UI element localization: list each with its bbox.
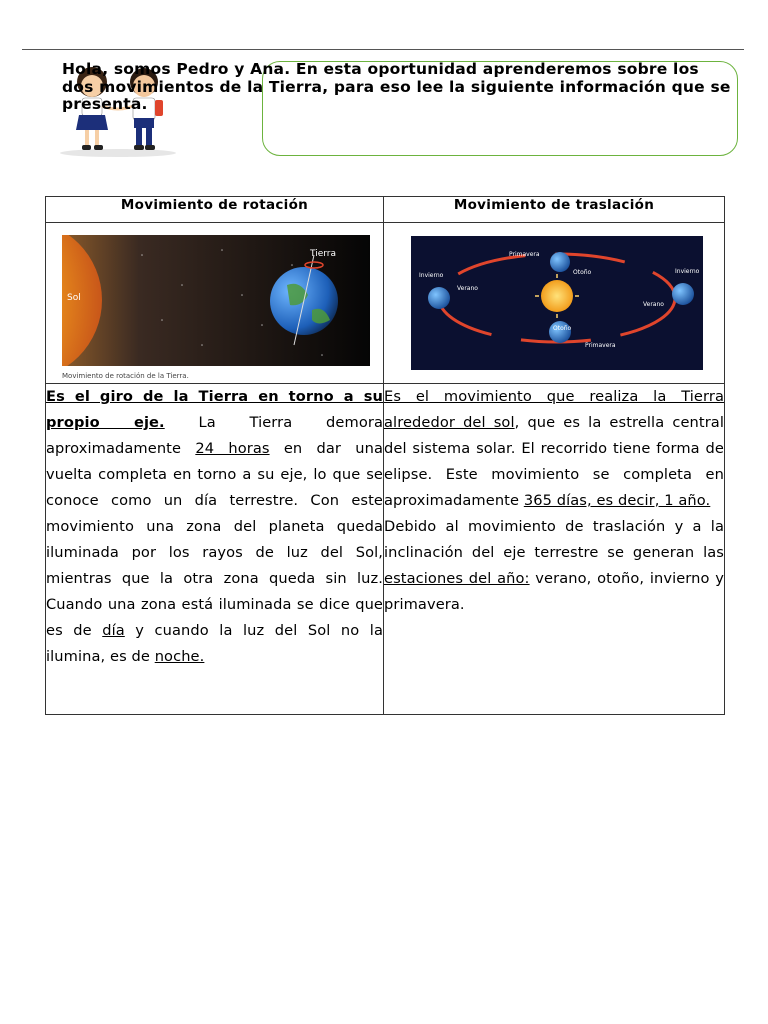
rotation-caption: Movimiento de rotación de la Tierra. [62, 372, 189, 380]
label-verano-left: Verano [457, 285, 478, 292]
translation-image [411, 236, 703, 370]
movements-table [45, 196, 725, 715]
label-otono-bottom: Otoño [553, 325, 572, 332]
header-translation: Movimiento de traslación [384, 197, 725, 223]
label-invierno-right: Invierno [675, 268, 700, 275]
label-otono-top: Otoño [573, 269, 592, 276]
label-verano-right: Verano [643, 301, 664, 308]
rotation-duration: 24 horas [195, 440, 270, 457]
translation-text-cell [384, 384, 725, 715]
intro-text: Hola, somos Pedro y Ana. En esta oportunidad aprenderemos sobre los dos movimientos de la Tierra, para eso lee la siguiente información que se presenta. [62, 60, 731, 113]
header-rotation: Movimiento de rotación [46, 197, 384, 223]
label-primavera-top: Primavera [509, 251, 540, 258]
rotation-definition: Es el giro de la Tierra en torno a su propio eje. [46, 388, 383, 431]
label-invierno-left: Invierno [419, 272, 444, 279]
sun-label: Sol [67, 293, 81, 303]
day-term: día [102, 622, 125, 639]
rotation-image-cell [46, 223, 384, 384]
earth-label: Tierra [310, 249, 337, 259]
night-term: noche. [154, 648, 205, 665]
rotation-paragraph-2: ilumina, es de noche. [46, 648, 205, 665]
rotation-image [62, 235, 370, 366]
translation-image-cell [384, 223, 725, 384]
rotation-text-cell [46, 384, 384, 715]
translation-paragraph-1: Es el movimiento que realiza la Tierra alrededor del sol, que es la estrella central del sistema solar. El recorrido tiene forma de elipse. Este movimiento se completa en aproximadamente 365 días, es decir, 1 año. [384, 388, 724, 509]
translation-duration: 365 días, es decir, 1 año. [523, 492, 711, 509]
translation-paragraph-2: Debido al movimiento de traslación y a la inclinación del eje terrestre se generan las estaciones del año: verano, otoño, invierno y primavera. [384, 518, 724, 613]
rotation-paragraph-1: Es el giro de la Tierra en torno a su propio eje. La Tierra demora aproximadamente 24 horas en dar una vuelta completa en torno a su eje, lo que se conoce como un día terrestre. Con este movimiento una zona del planeta queda iluminada por los rayos de luz del Sol, mientras que la otra zona queda sin luz. Cuando una zona está iluminada se dice que es de día y cuando la luz del Sol no la [46, 388, 383, 639]
top-rule [22, 49, 744, 50]
translation-definition: Es el movimiento que realiza la Tierra alrededor del sol [384, 388, 724, 431]
label-primavera-bottom: Primavera [585, 342, 616, 349]
seasons-term: estaciones del año: [384, 570, 530, 587]
